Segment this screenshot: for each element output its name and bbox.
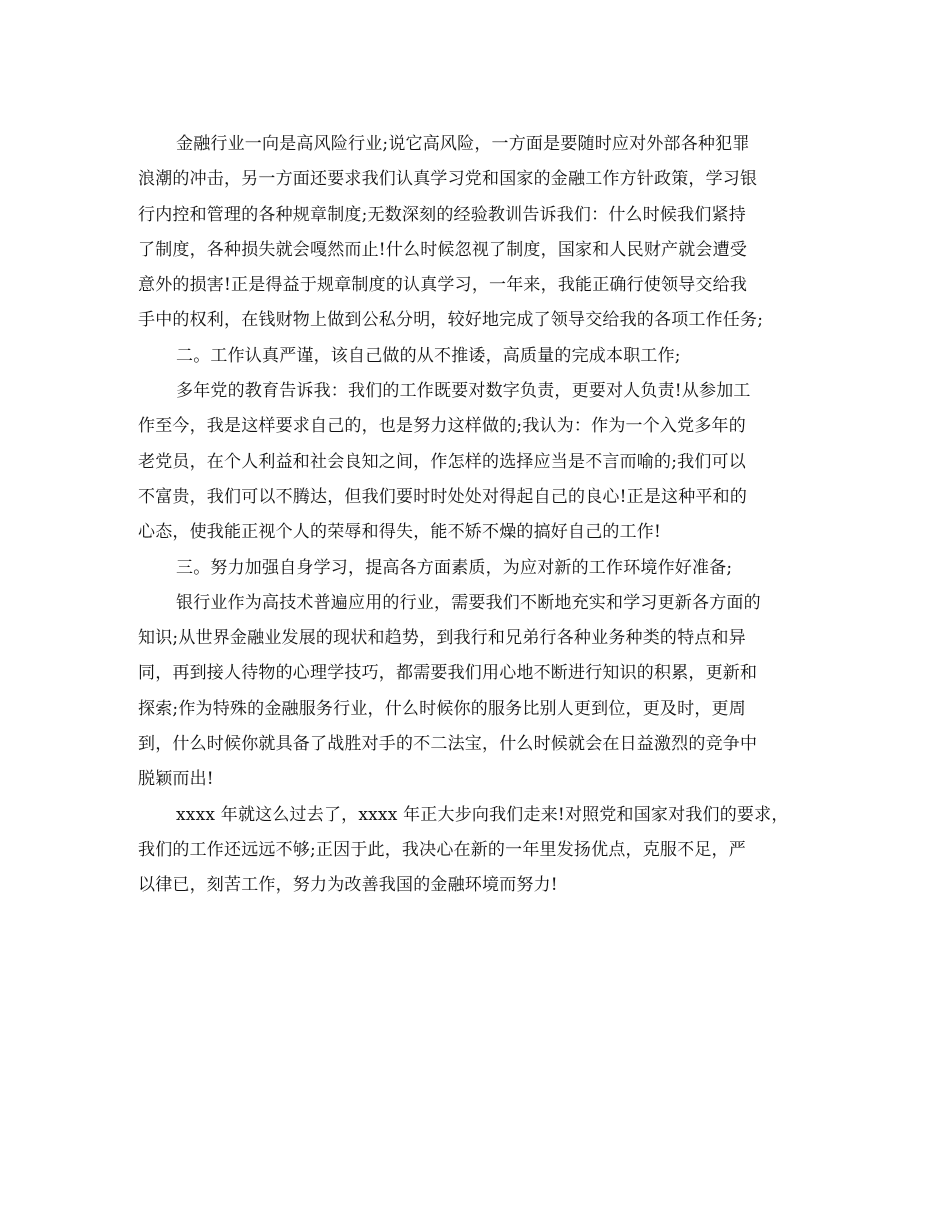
paragraph-line: 脱颖而出! [138, 769, 214, 790]
paragraph-line: 意外的损害!正是得益于规章制度的认真学习，一年来，我能正确行使领导交给我 [138, 275, 748, 296]
section-heading-2: 二。工作认真严谨，该自己做的从不推诿，高质量的完成本职工作; [176, 345, 681, 366]
paragraph-line: 知识;从世界金融业发展的现状和趋势，到我行和兄弟行各种业务种类的特点和异 [138, 628, 746, 649]
paragraph-line: 多年党的教育告诉我：我们的工作既要对数字负责，更要对人负责!从参加工 [176, 381, 751, 402]
paragraph-line: 以律已，刻苦工作，努力为改善我国的金融环境而努力! [138, 875, 558, 896]
paragraph-line: 同，再到接人待物的心理学技巧，都需要我们用心地不断进行知识的积累，更新和 [138, 663, 758, 684]
paragraph-line: 探索;作为特殊的金融服务行业，什么时候你的服务比别人更到位，更及时，更周 [138, 698, 746, 719]
paragraph-line: 到，什么时候你就具备了战胜对手的不二法宝，什么时候就会在日益激烈的竞争中 [138, 734, 758, 755]
document-body [138, 127, 828, 904]
paragraph-line: 作至今，我是这样要求自己的，也是努力这样做的;我认为：作为一个入党多年的 [138, 416, 746, 437]
paragraph-line: 银行业作为高技术普遍应用的行业，需要我们不断地充实和学习更新各方面的 [176, 592, 761, 613]
paragraph-line: 了制度，各种损失就会嘎然而止!什么时候忽视了制度，国家和人民财产就会遭受 [138, 239, 748, 260]
section-heading-3: 三。努力加强自身学习，提高各方面素质，为应对新的工作环境作好准备; [176, 557, 733, 578]
paragraph-line: 我们的工作还远远不够;正因于此，我决心在新的一年里发扬优点，克服不足，严 [138, 839, 746, 860]
paragraph-line: 浪潮的冲击，另一方面还要求我们认真学习党和国家的金融工作方针政策，学习银 [138, 169, 758, 190]
paragraph-line: 金融行业一向是高风险行业;说它高风险，一方面是要随时应对外部各种犯罪 [176, 134, 750, 154]
paragraph-line: 老党员，在个人利益和社会良知之间，作怎样的选择应当是不言而喻的;我们可以 [138, 451, 746, 472]
paragraph-line: 不富贵，我们可以不腾达，但我们要时时处处对得起自己的良心!正是这种平和的 [138, 486, 748, 507]
paragraph-line: 行内控和管理的各种规章制度;无数深刻的经验教训告诉我们：什么时候我们紧持 [138, 204, 746, 225]
paragraph-line: 手中的权利，在钱财物上做到公私分明，较好地完成了领导交给我的各项工作任务; [138, 310, 764, 331]
paragraph-line: xxxx 年就这么过去了，xxxx 年正大步向我们走来!对照党和国家对我们的要求， [176, 804, 789, 825]
paragraph-line: 心态，使我能正视个人的荣辱和得失，能不矫不燥的搞好自己的工作! [138, 522, 662, 543]
